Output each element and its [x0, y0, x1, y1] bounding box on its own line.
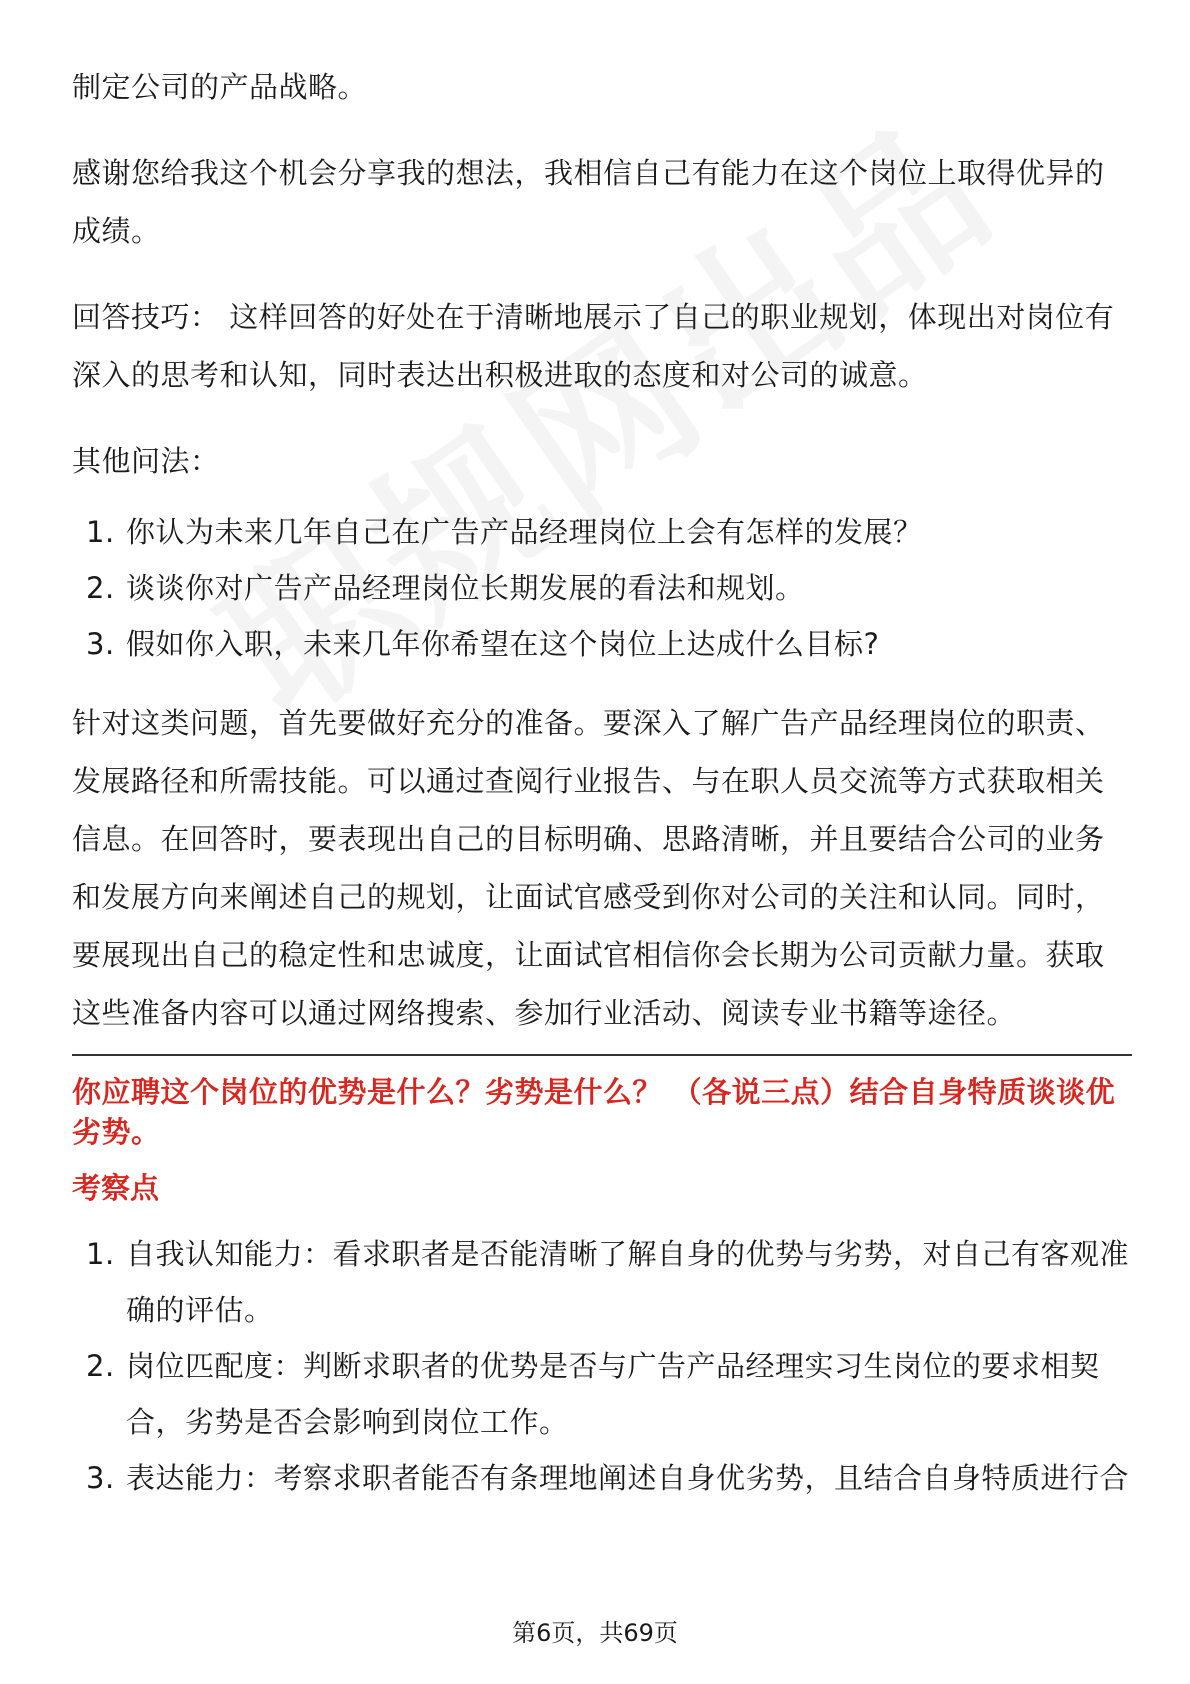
list-number: 3.	[86, 1461, 115, 1495]
paragraph-closing-line: 制定公司的产品战略。	[72, 70, 368, 104]
list-item	[72, 1450, 1132, 1506]
other-questions-list	[72, 504, 1132, 672]
list-text: 你认为未来几年自己在广告产品经理岗位上会有怎样的发展？	[126, 515, 923, 549]
list-item	[72, 616, 1132, 672]
list-number: 2.	[86, 571, 115, 605]
list-number: 3.	[86, 627, 115, 661]
list-text: 谈谈你对广告产品经理岗位长期发展的看法和规划。	[126, 571, 805, 605]
list-text: 岗位匹配度：判断求职者的优势是否与广告产品经理实习生岗位的要求相契合，劣势是否会影响到岗位工作。	[126, 1349, 1100, 1439]
list-text: 假如你入职，未来几年你希望在这个岗位上达成什么目标?	[126, 627, 880, 661]
list-item	[72, 560, 1132, 616]
list-item	[72, 1226, 1132, 1338]
paragraph-advice: 针对这类问题，首先要做好充分的准备。要深入了解广告产品经理岗位的职责、发展路径和所需技能。可以通过查阅行业报告、与在职人员交流等方式获取相关信息。在回答时，要表现出自己的目标明确、思路清晰，并且要结合公司的业务和发展方向来阐述自己的规划，让面试官感受到你对公司的关注和认同。同时，要展现出自己的稳定性和忠诚度，让面试官相信你会长期为公司贡献力量。获取这些准备内容可以通过网络搜索、参加行业活动、阅读专业书籍等途径。	[72, 706, 1105, 1030]
question-heading: 你应聘这个岗位的优势是什么？劣势是什么？ （各说三点）结合自身特质谈谈优劣势。	[72, 1075, 1116, 1149]
list-text: 自我认知能力：看求职者是否能清晰了解自身的优势与劣势，对自己有客观准确的评估。	[126, 1237, 1130, 1327]
paragraph-thanks: 感谢您给我这个机会分享我的想法，我相信自己有能力在这个岗位上取得优异的成绩。	[72, 156, 1105, 248]
paragraph-answer-tip: 回答技巧： 这样回答的好处在于清晰地展示了自己的职业规划，体现出对岗位有深入的思考和认知，同时表达出积极进取的态度和对公司的诚意。	[72, 300, 1115, 392]
page-number-footer: 第6页，共69页	[512, 1619, 678, 1647]
list-number: 1.	[86, 515, 115, 549]
list-text: 表达能力：考察求职者能否有条理地阐述自身优劣势，且结合自身特质进行合	[126, 1461, 1130, 1495]
page-content	[72, 58, 1132, 1534]
list-number: 2.	[86, 1349, 115, 1383]
list-item	[72, 1338, 1132, 1450]
assessment-points-list	[72, 1226, 1132, 1506]
list-number: 1.	[86, 1237, 115, 1271]
section-divider	[72, 1054, 1132, 1056]
paragraph-other-questions-label: 其他问法：	[72, 444, 220, 478]
list-item	[72, 504, 1132, 560]
assessment-points-heading: 考察点	[72, 1171, 160, 1205]
